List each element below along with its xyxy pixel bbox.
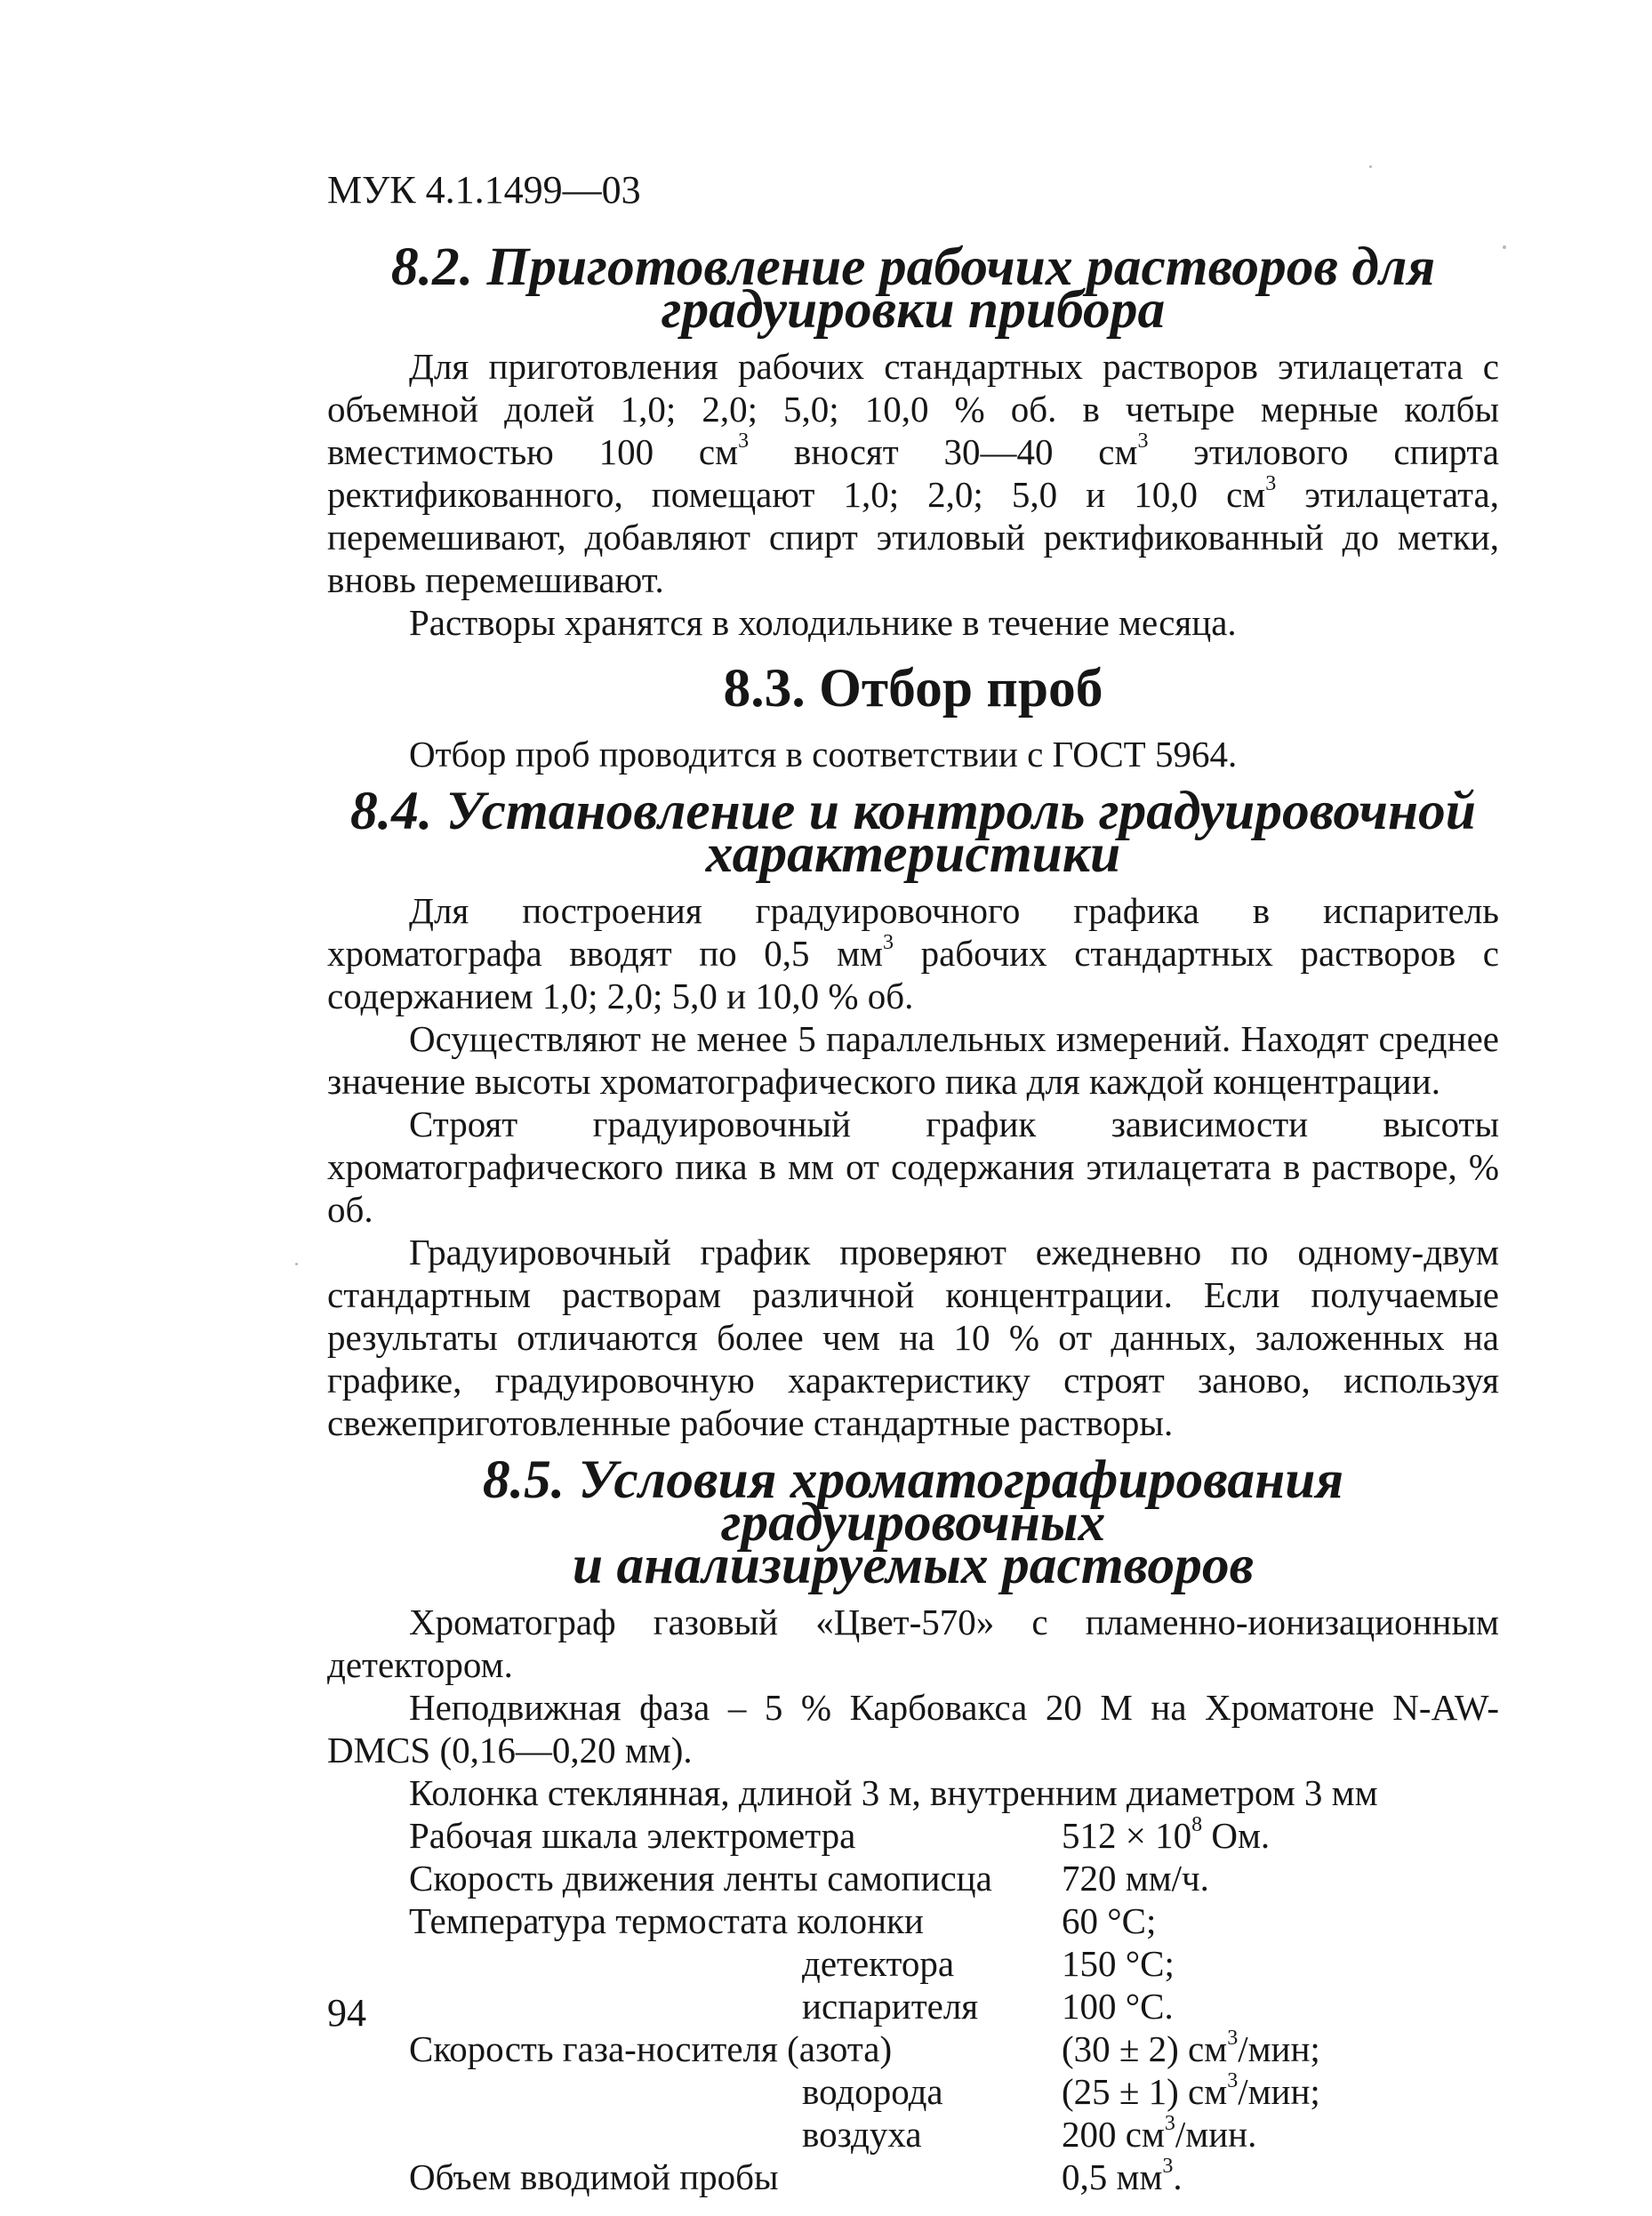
section-heading-8-5 [327, 1449, 1499, 1595]
param-name: детектора [802, 1943, 955, 1984]
superscript: 3 [738, 430, 750, 454]
superscript: 3 [882, 931, 894, 955]
paragraph-calibration-graph: Строят градуировочный график зависимости высоты хроматографического пика в мм от содержания этилацетата в растворе, % об. [327, 1104, 1499, 1230]
text-fragment: 100 °С. [1062, 1986, 1174, 2027]
param-value [1044, 1814, 1320, 1857]
superscript: 3 [1137, 430, 1149, 454]
text-fragment: 60 °С; [1062, 1900, 1157, 1941]
param-row [409, 2113, 1320, 2156]
param-row [409, 2027, 1320, 2070]
text-fragment: /мин; [1238, 2071, 1320, 2112]
superscript: 3 [1162, 2155, 1174, 2179]
text-fragment: (30 ± 2) см [1062, 2028, 1228, 2069]
param-row [409, 1899, 1320, 1942]
text-fragment: Для построения градуировочного графика в испаритель хроматографа вводят по 0,5 мм [327, 890, 1499, 974]
section-heading-8-2: 8.2. Приготовление рабочих растворов для градуировки прибора [390, 237, 1436, 340]
paragraph-sampling: Отбор проб проводится в соответствии с ГОСТ 5964. [409, 734, 1238, 775]
param-row [409, 1985, 1320, 2027]
text-fragment: 0,5 мм [1062, 2156, 1163, 2197]
paragraph-column: Колонка стеклянная, длиной 3 м, внутренним диаметром 3 мм [409, 1772, 1378, 1813]
paragraph-calibration-check: Градуировочный график проверяют ежедневно по одному-двум стандартным растворам различной концентрации. Если получаемые результаты отличаются более чем на 10 % от данных, заложенных на графике, градуировочную характеристику строят заново, используя свежеприготовленные рабочие стандартные растворы. [327, 1232, 1499, 1443]
param-value [1044, 1985, 1320, 2027]
param-value [1044, 2113, 1320, 2156]
param-value [1044, 2156, 1320, 2198]
param-name: испарителя [802, 1986, 979, 2027]
param-row [409, 1942, 1320, 1985]
text-fragment: /мин; [1238, 2028, 1320, 2069]
param-name: Температура термостата колонки [409, 1900, 924, 1941]
text-fragment: рабочих стандартных растворов с содержанием 1,0; 2,0; 5,0 и 10,0 % об. [327, 933, 1499, 1016]
superscript: 3 [1265, 472, 1277, 496]
section-heading-8-4: 8.4. Установление и контроль градуировочной характеристики [350, 781, 1476, 884]
paragraph-calibration-injection [327, 889, 1499, 1017]
param-name: Скорость газа-носителя (азота) [409, 2028, 893, 2069]
heading-line: и анализируемых растворов [572, 1535, 1255, 1595]
param-name: воздуха [802, 2114, 922, 2155]
param-value [1044, 1942, 1320, 1985]
scan-speck [1369, 165, 1372, 168]
param-name: Рабочая шкала электрометра [409, 1815, 856, 1856]
text-fragment: 512 × 10 [1062, 1815, 1192, 1856]
scan-speck [295, 1263, 298, 1265]
text-fragment: Ом. [1202, 1815, 1271, 1856]
text-fragment: /мин. [1175, 2114, 1257, 2155]
text-fragment: 150 °С; [1062, 1943, 1175, 1984]
text-fragment: . [1173, 2156, 1183, 2197]
text-fragment: этилового спирта ректификованного, помещают 1,0; 2,0; 5,0 и 10,0 см [327, 431, 1499, 515]
text-fragment: этилацетата, перемешивают, добавляют спирт этиловый ректификованный до метки, вновь перемешивают. [327, 474, 1499, 600]
superscript: 8 [1191, 1813, 1203, 1837]
paragraph-measurements: Осуществляют не менее 5 параллельных измерений. Находят среднее значение высоты хроматографического пика для каждой концентрации. [327, 1018, 1499, 1102]
param-row [409, 2070, 1320, 2113]
text-fragment: (25 ± 1) см [1062, 2071, 1228, 2112]
text-fragment: Для приготовления рабочих стандартных растворов этилацетата с объемной долей 1,0; 2,0; 5,0; 10,0 % об. в четыре мерные колбы вместимостью 100 см [327, 346, 1499, 472]
param-row [409, 1814, 1320, 1857]
paragraph-chromatograph: Хроматограф газовый «Цвет-570» с пламенно-ионизационным детектором. [327, 1602, 1499, 1685]
text-fragment: вносят 30—40 см [749, 431, 1138, 472]
param-name: Скорость движения ленты самописца [409, 1858, 992, 1899]
paragraph-storage: Растворы хранятся в холодильнике в течение месяца. [409, 602, 1237, 643]
param-name: водорода [802, 2071, 943, 2112]
paragraph-stationary-phase: Неподвижная фаза – 5 % Карбовакса 20 М на Хроматоне N-AW-DMCS (0,16—0,20 мм). [327, 1687, 1499, 1770]
document-code: МУК 4.1.1499—03 [327, 168, 641, 212]
chromatography-parameters-table [409, 1814, 1320, 2198]
param-value [1044, 2027, 1320, 2070]
param-value [1044, 2070, 1320, 2113]
param-row [409, 2156, 1320, 2198]
param-name: Объем вводимой пробы [409, 2156, 779, 2197]
text-fragment: 200 см [1062, 2114, 1165, 2155]
page-number: 94 [327, 1991, 366, 2035]
heading-line: 8.5. Условия хроматографирования градуировочных [482, 1449, 1344, 1553]
superscript: 3 [1227, 2027, 1239, 2051]
superscript: 3 [1227, 2069, 1239, 2093]
param-value [1044, 1899, 1320, 1942]
param-value [1044, 1857, 1320, 1899]
text-fragment: 720 мм/ч. [1062, 1858, 1209, 1899]
superscript: 3 [1164, 2112, 1175, 2136]
page-content [327, 237, 1499, 2198]
param-row [409, 1857, 1320, 1899]
section-heading-8-3: 8.3. Отбор проб [723, 658, 1103, 719]
paragraph-working-solutions [327, 345, 1499, 601]
scan-speck [1503, 245, 1506, 249]
